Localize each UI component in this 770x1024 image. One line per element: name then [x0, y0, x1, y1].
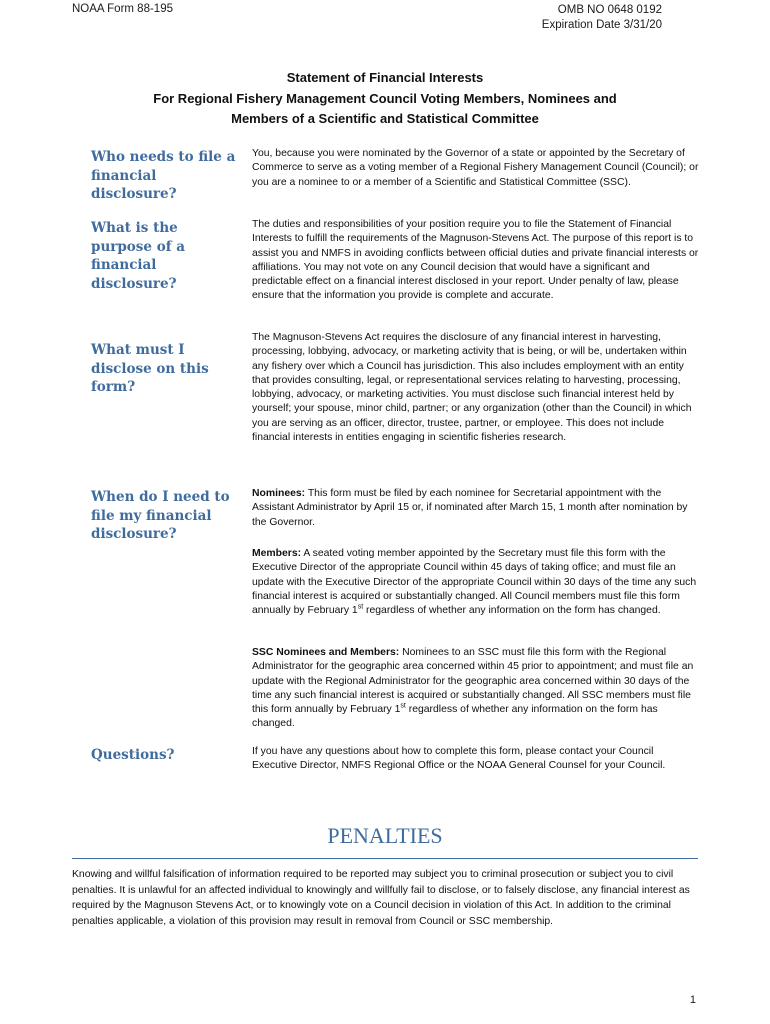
members-tail: regardless of whether any information on the form has changed.	[363, 605, 661, 617]
expiration-date: Expiration Date 3/31/20	[541, 19, 662, 31]
ssc-tail: regardless of whether any information on the form has changed.	[252, 704, 658, 730]
omb-number: OMB NO 0648 0192	[557, 4, 662, 16]
ssc-sup: st	[400, 702, 406, 710]
answer-when-members	[252, 547, 700, 618]
form-number: NOAA Form 88-195	[72, 3, 173, 15]
answer-who: You, because you were nominated by the Governor of a state or appointed by the Secretary of Commerce to serve as a voting member of a Regional Fishery Management Council (Council); or you are a nominee to or a member of a Scientific and Statistical Committee (SSC).	[252, 148, 699, 188]
title-line-2: For Regional Fishery Management Council Voting Members, Nominees and	[153, 90, 617, 106]
members-sup: st	[357, 603, 364, 611]
ssc-label: SSC Nominees and Members:	[252, 647, 400, 658]
title-line-1: Statement of Financial Interests	[286, 70, 484, 85]
question-who: Who needs to file a financial disclosure?	[91, 149, 236, 202]
question-when: When do I need to file my financial disclosure?	[91, 489, 230, 542]
penalties-text: Knowing and willful falsification of information required to be reported may subject you to criminal prosecution or subject you to civil penalties. It is unlawful for an affected individual to knowingly and willfully fail to disclose, or to falsely disclose, any financial interest as required by the Magnuson Stevens Act, or to knowingly vote on a Council decision in violation of this Act. In addition to the criminal penalties applicable, a violation of this provision may result in removal from Council or SSC membership.	[72, 869, 690, 927]
members-text: A seated voting member appointed by the Secretary must file this form with the Executive Director of the appropriate Council within 45 days of taking office; and must file an update with the Executive Director of the appropriate Council within 30 days of the time any such financial interest is acquired or substantially changed. All Council members must file this form annually by February 1	[252, 548, 697, 617]
page-title	[0, 68, 770, 130]
question-questions: Questions?	[91, 747, 175, 763]
penalties-heading: PENALTIES	[327, 823, 443, 848]
question-purpose: What is the purpose of a financial disclosure?	[91, 220, 185, 292]
omb-info	[542, 3, 662, 33]
title-line-3: Members of a Scientific and Statistical Committee	[231, 111, 539, 126]
members-label: Members:	[252, 548, 302, 559]
answer-when-ssc	[252, 646, 700, 732]
question-disclose: What must I disclose on this form?	[91, 342, 209, 395]
penalties-divider	[72, 858, 698, 859]
page-number: 1	[689, 994, 696, 1006]
nominees-label: Nominees:	[252, 488, 306, 499]
answer-disclose: The Magnuson-Stevens Act requires the disclosure of any financial interest in harvesting, processing, lobbying, advocacy, or marketing activity that is being, or will be, undertaken within any fishery over which a Council has jurisdiction. This also includes employment with an entity that provides consulting, legal, or representational services relating to harvesting, processing, lobbying, advocacy, or marketing activities. You must disclose such financial interest held by yourself; your spouse, minor child, partner; or any organization (other than the Council) in which you are serving as an officer, director, trustee, partner, or employee. This does not include financial interests in entities engaging in scientific fisheries research.	[252, 332, 692, 444]
ssc-text: Nominees to an SSC must file this form with the Regional Administrator for the geographic area concerned within 45 prior to appointment; and must file an update with the Regional Administrator for the geographic area concerned within 30 days of the time any such financial interest is acquired or substantially changed. All SSC members must file this form annually by February 1	[252, 647, 694, 716]
answer-when-nominees	[252, 487, 700, 530]
answer-purpose: The duties and responsibilities of your position require you to file the Statement of Financial Interests to fulfill the requirements of the Magnuson-Stevens Act. The purpose of this report is to assist you and NMFS in avoiding conflicts between official duties and private financial interests or affiliations. You may not vote on any Council decision that would have a significant and predictable effect on a financial interest disclosed in your report. Under penalty of law, please ensure that the information you provide is complete and accurate.	[252, 219, 699, 302]
answer-questions: If you have any questions about how to complete this form, please contact your Council Executive Director, NMFS Regional Office or the NOAA General Counsel for your Council.	[252, 746, 666, 772]
nominees-text: This form must be filed by each nominee for Secretarial appointment with the Assistant Administrator by April 15 or, if nominated after March 15, 1 month after nomination by the Governor.	[252, 488, 688, 528]
